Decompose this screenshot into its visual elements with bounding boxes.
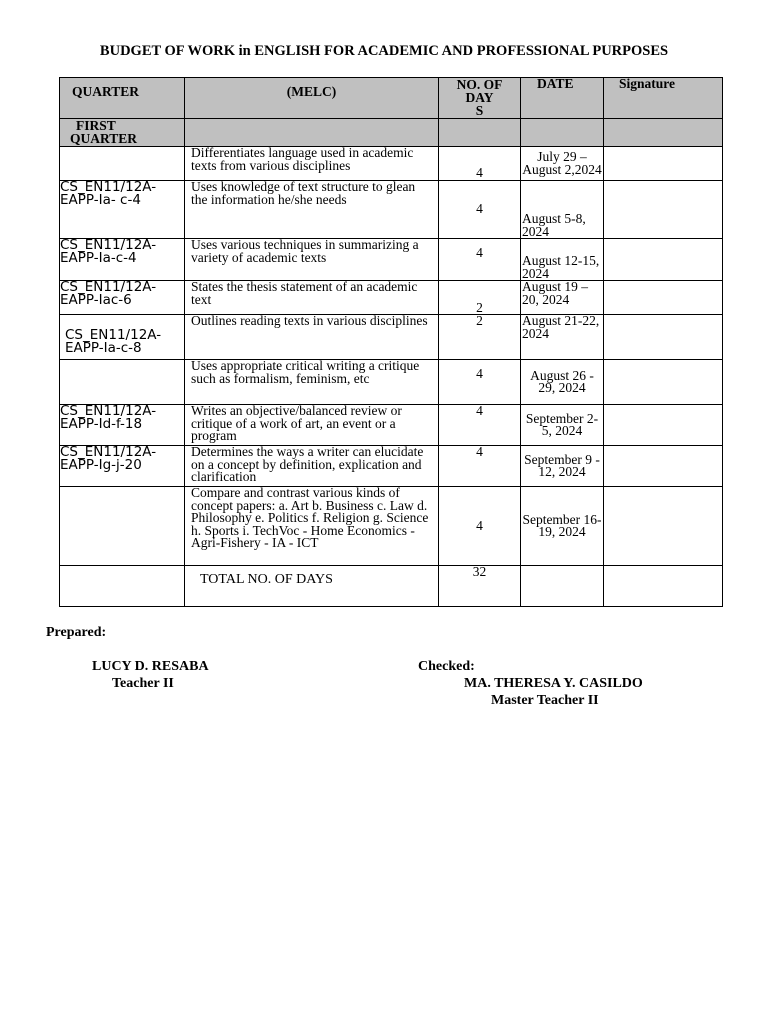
- code-cell: CS_EN11/12A-EAPP-Ia-c-8: [60, 315, 185, 360]
- checker-title: Master Teacher II: [491, 693, 599, 708]
- days-cell: 2: [439, 315, 521, 360]
- table-row: [60, 360, 723, 405]
- code-cell: [60, 147, 185, 181]
- quarter-empty-cell: [604, 119, 723, 147]
- days-cell: 4: [439, 181, 521, 239]
- signature-cell: [604, 487, 723, 566]
- code-cell: [60, 487, 185, 566]
- total-days: 32: [439, 566, 521, 607]
- teacher-title: Teacher II: [112, 676, 174, 691]
- header-date: [521, 78, 604, 119]
- signature-cell: [604, 181, 723, 239]
- total-row: [60, 566, 723, 607]
- signature-cell: [604, 147, 723, 181]
- header-days-line3: S: [475, 103, 484, 118]
- header-quarter-label: QUARTER: [72, 84, 140, 99]
- header-quarter: [60, 78, 185, 119]
- document-title: BUDGET OF WORK in ENGLISH FOR ACADEMIC AND PROFESSIONAL PURPOSES: [99, 43, 669, 59]
- date-cell: August 5-8, 2024: [521, 181, 604, 239]
- code-cell: [60, 360, 185, 405]
- table-row: [60, 446, 723, 487]
- signature-cell: [604, 446, 723, 487]
- signature-cell: [604, 360, 723, 405]
- date-cell: July 29 – August 2,2024: [521, 147, 604, 181]
- melc-cell: States the thesis statement of an academic text: [185, 281, 439, 315]
- code-cell: CS_EN11/12A-EAPP-Ig-j-20: [60, 446, 185, 487]
- melc-cell: Uses knowledge of text structure to glean the information he/she needs: [185, 181, 439, 239]
- date-cell: September 9 - 12, 2024: [521, 446, 604, 487]
- code-cell: CS_EN11/12A-EAPP-Ia-c-4: [60, 239, 185, 281]
- melc-cell: Outlines reading texts in various disciplines: [185, 315, 439, 360]
- date-cell: August 21-22, 2024: [521, 315, 604, 360]
- header-days: [439, 78, 521, 119]
- melc-cell: Writes an objective/balanced review or critique of a work of art, an event or a program: [185, 405, 439, 446]
- header-days-line2: DAY: [465, 90, 494, 105]
- header-days-line1: NO. OF: [456, 77, 503, 92]
- days-cell: 4: [439, 239, 521, 281]
- date-cell: August 12-15, 2024: [521, 239, 604, 281]
- table-row: [60, 147, 723, 181]
- quarter-label-line2: QUARTER: [70, 131, 138, 146]
- header-melc: [185, 78, 439, 119]
- table-row: [60, 315, 723, 360]
- table-row: [60, 281, 723, 315]
- days-cell: 4: [439, 487, 521, 566]
- header-signature-label: Signature: [619, 76, 676, 91]
- header-melc-label: (MELC): [286, 84, 337, 99]
- melc-cell: Compare and contrast various kinds of concept papers: a. Art b. Business c. Law d. Philosophy e. Politics f. Religion g. Science h. Sports i. TechVoc - Home Economics - Agri-Fishery - IA - ICT: [185, 487, 439, 566]
- table-header-row: [60, 78, 723, 119]
- signature-cell: [604, 239, 723, 281]
- days-cell: 4: [439, 446, 521, 487]
- days-cell: 2: [439, 281, 521, 315]
- header-signature: [604, 78, 723, 119]
- melc-cell: Determines the ways a writer can elucidate on a concept by definition, explication and clarification: [185, 446, 439, 487]
- signature-cell: [604, 405, 723, 446]
- days-cell: 4: [439, 405, 521, 446]
- quarter-row: [60, 119, 723, 147]
- checked-signatory: [418, 658, 643, 709]
- quarter-empty-cell: [439, 119, 521, 147]
- total-label: TOTAL NO. OF DAYS: [185, 566, 439, 607]
- teacher-name: LUCY D. RESABA: [92, 659, 209, 674]
- quarter-label: [60, 119, 185, 147]
- signature-cell: [604, 315, 723, 360]
- quarter-empty-cell: [521, 119, 604, 147]
- table-row: [60, 239, 723, 281]
- table-row: [60, 405, 723, 446]
- days-cell: 4: [439, 360, 521, 405]
- date-cell: August 26 - 29, 2024: [521, 360, 604, 405]
- total-empty-cell: [604, 566, 723, 607]
- date-cell: August 19 – 20, 2024: [521, 281, 604, 315]
- total-empty-cell: [60, 566, 185, 607]
- melc-cell: Uses various techniques in summarizing a variety of academic texts: [185, 239, 439, 281]
- code-cell: CS_EN11/12A-EAPP-Id-f-18: [60, 405, 185, 446]
- days-cell: 4: [439, 147, 521, 181]
- quarter-empty-cell: [185, 119, 439, 147]
- date-cell: September 2-5, 2024: [521, 405, 604, 446]
- signature-cell: [604, 281, 723, 315]
- code-cell: CS_EN11/12A-EAPP-Iac-6: [60, 281, 185, 315]
- table-row: [60, 181, 723, 239]
- quarter-label-line1: FIRST: [76, 118, 116, 133]
- melc-cell: Uses appropriate critical writing a critique such as formalism, feminism, etc: [185, 360, 439, 405]
- checked-label: Checked:: [418, 659, 475, 674]
- melc-cell: Differentiates language used in academic texts from various disciplines: [185, 147, 439, 181]
- budget-of-work-table: [59, 77, 723, 607]
- prepared-label: Prepared:: [46, 625, 107, 640]
- date-cell: September 16-19, 2024: [521, 487, 604, 566]
- code-cell: CS_EN11/12A-EAPP-Ia- c-4: [60, 181, 185, 239]
- total-empty-cell: [521, 566, 604, 607]
- prepared-signatory: [92, 658, 209, 692]
- header-date-label: DATE: [537, 76, 574, 91]
- checker-name: MA. THERESA Y. CASILDO: [464, 676, 643, 691]
- table-row: [60, 487, 723, 566]
